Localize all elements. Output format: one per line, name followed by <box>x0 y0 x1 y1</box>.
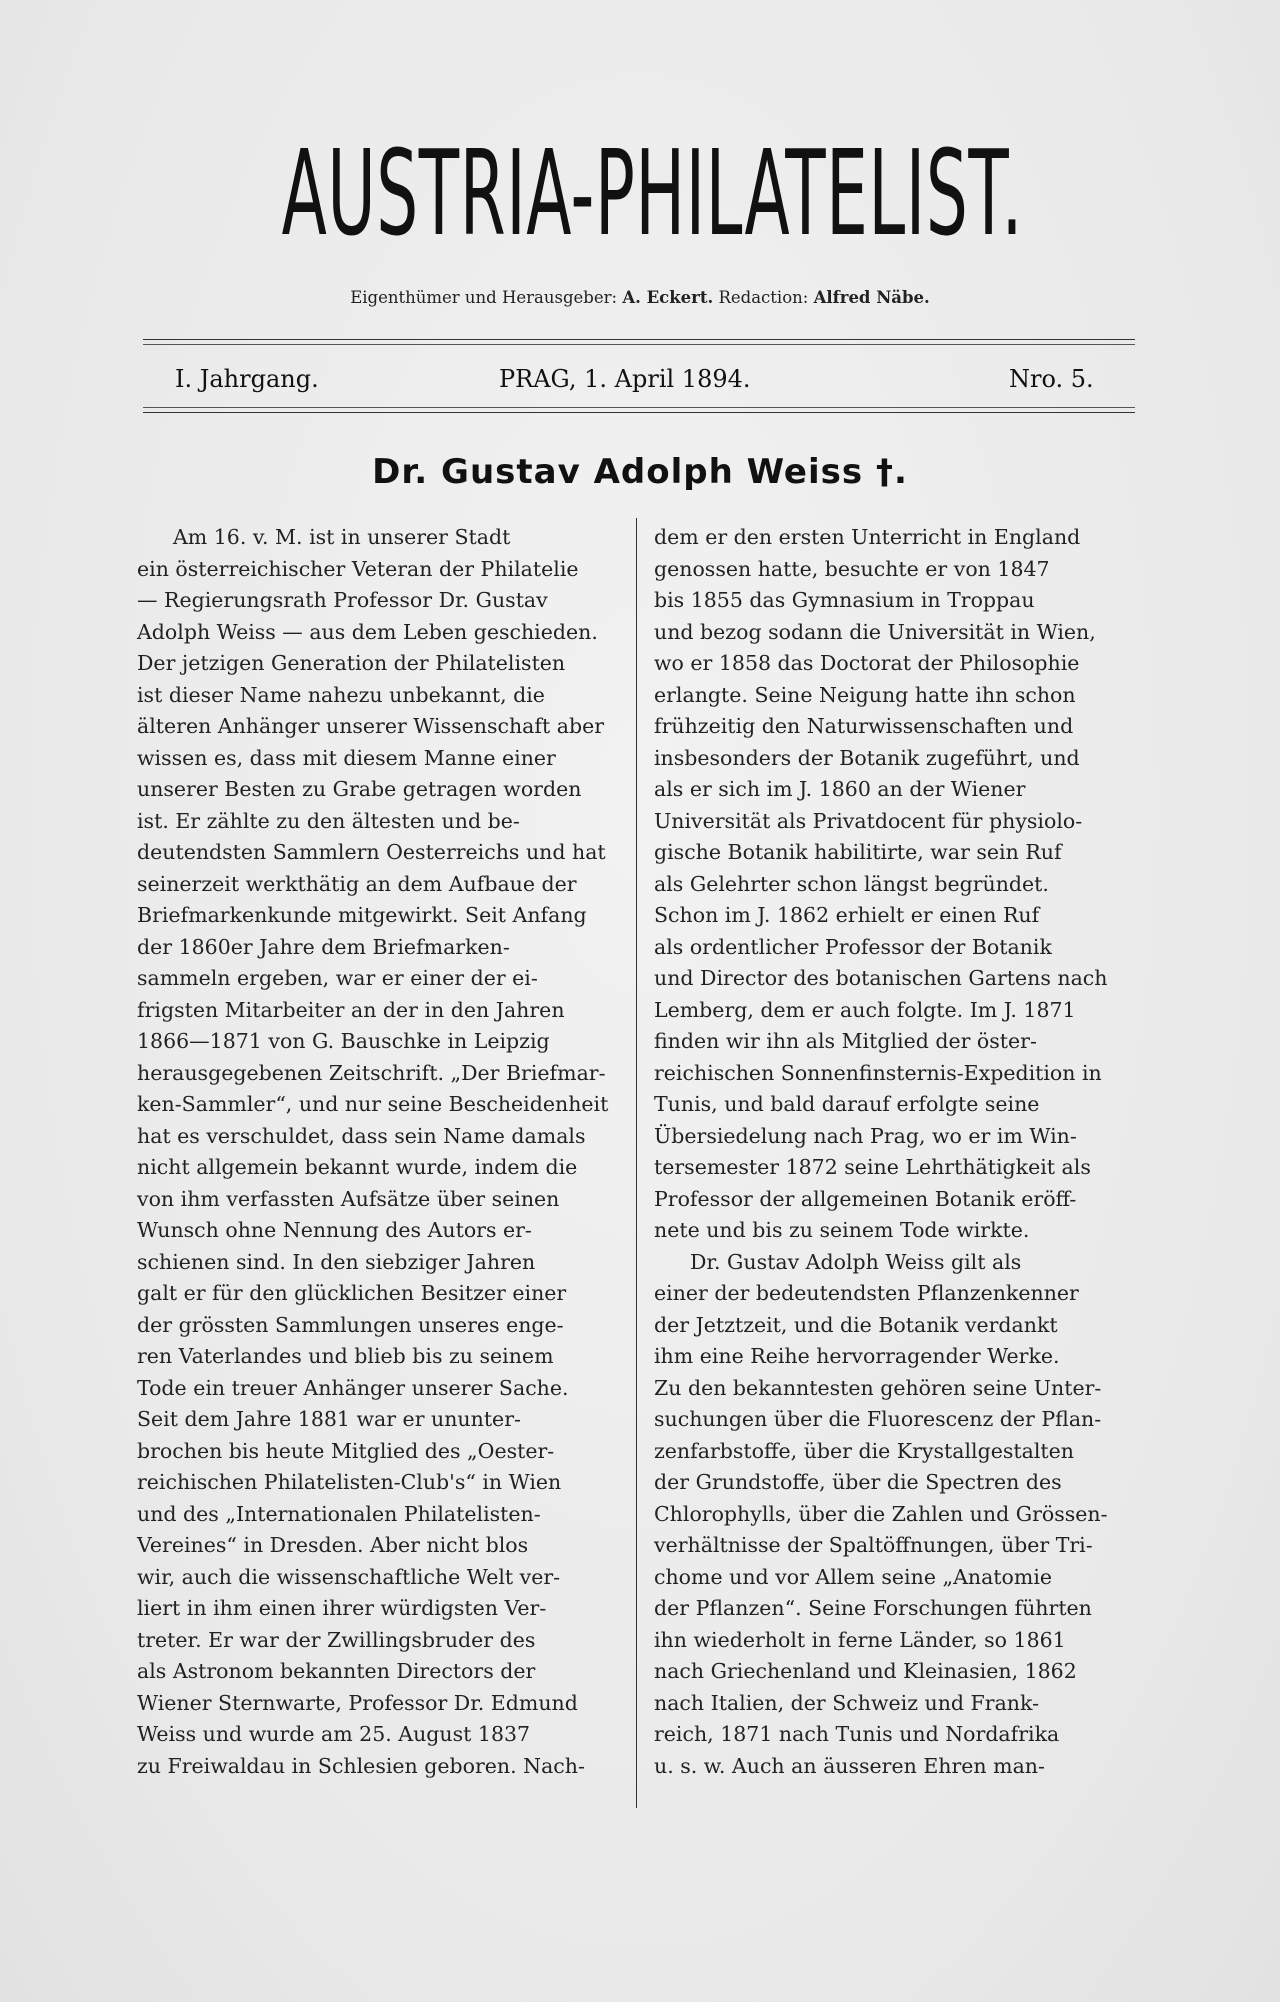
article-text-line: Dr. Gustav Adolph Weiss gilt als <box>690 1249 1022 1274</box>
editor-label: Redaction: <box>718 288 809 307</box>
publisher-credits <box>0 288 1280 307</box>
article-text-line: Tunis, und bald darauf erfolgte seine <box>654 1092 1040 1116</box>
article-text-line: galt er für den glücklichen Besitzer einer <box>137 1281 567 1305</box>
article-text-line: Adolph Weiss — aus dem Leben geschieden. <box>137 619 598 644</box>
article-text-line: Weiss und wurde am 25. August 1837 <box>137 1722 531 1746</box>
article-text-line: und Director des botanischen Gartens nach <box>654 966 1108 990</box>
article-text-line: zenfarbstoffe, über die Krystallgestalten <box>654 1438 1074 1463</box>
article-text-line: seinerzeit werkthätig an dem Aufbaue der <box>137 871 577 896</box>
article-text-line: reichischen Sonnenfinsternis-Expedition in <box>654 1060 1102 1085</box>
article-left-column <box>137 522 619 1782</box>
bottom-rule-thin <box>143 407 1135 408</box>
article-text-line: wissen es, dass mit diesem Manne einer <box>137 745 556 770</box>
article-text-line: Tode ein treuer Anhänger unserer Sache. <box>137 1375 569 1400</box>
article-text-line: Am 16. v. M. ist in unserer Stadt <box>173 525 511 549</box>
article-text-line: frigsten Mitarbeiter an der in den Jahren <box>137 997 565 1022</box>
article-text-line: 1866—1871 von G. Bauschke in Leipzig <box>137 1029 550 1053</box>
article-right-column <box>654 522 1136 1782</box>
article-text-line: reichischen Philatelisten-Club's“ in Wien <box>137 1470 562 1494</box>
issue-number: Nro. 5. <box>1009 365 1094 393</box>
article-text-line: der Pflanzen“. Seine Forschungen führten <box>654 1596 1092 1620</box>
article-text-line: Lemberg, dem er auch folgte. Im J. 1871 <box>654 997 1076 1022</box>
article-text-line: Schon im J. 1862 erhielt er einen Ruf <box>654 903 1040 927</box>
article-text-line: Der jetzigen Generation der Philatelisten <box>137 651 566 675</box>
article-text-line: dem er den ersten Unterricht in England <box>654 525 1081 549</box>
article-text-line: Vereines“ in Dresden. Aber nicht blos <box>137 1533 529 1557</box>
article-text-line: ein österreichischer Veteran der Philatelie <box>137 556 579 581</box>
top-rule-thin <box>143 344 1135 345</box>
article-text-line: brochen bis heute Mitglied des „Oester- <box>137 1438 555 1463</box>
article-text-line: nach Griechenland und Kleinasien, 1862 <box>654 1659 1077 1683</box>
article-text-line: suchungen über die Fluorescenz der Pflan- <box>654 1407 1102 1431</box>
article-text-line: herausgegebenen Zeitschrift. „Der Briefmar- <box>137 1060 606 1085</box>
article-text-line: wo er 1858 das Doctorat der Philosophie <box>654 651 1080 675</box>
article-text-line: von ihm verfassten Aufsätze über seinen <box>137 1186 560 1211</box>
article-text-line: Universität als Privatdocent für physiolo- <box>654 808 1083 833</box>
article-text-line: Übersiedelung nach Prag, wo er im Win- <box>654 1123 1077 1148</box>
article-text-line: schienen sind. In den siebziger Jahren <box>137 1249 536 1274</box>
article-text-line: treter. Er war der Zwillingsbruder des <box>137 1627 536 1652</box>
article-text-line: bis 1855 das Gymnasium in Troppau <box>654 588 1035 612</box>
article-text-line: älteren Anhänger unserer Wissenschaft aber <box>137 714 604 738</box>
article-text-line: gische Botanik habilitirte, war sein Ruf <box>654 840 1062 864</box>
article-text-line: der 1860er Jahre dem Briefmarken- <box>137 934 510 959</box>
article-text-line: reich, 1871 nach Tunis und Nordafrika <box>654 1722 1060 1746</box>
article-text-line: — Regierungsrath Professor Dr. Gustav <box>137 588 548 612</box>
article-text-line: der Jetztzeit, und die Botanik verdankt <box>654 1312 1058 1337</box>
article-text-line: sammeln ergeben, war er einer der ei- <box>137 966 538 990</box>
article-text-line: wir, auch die wissenschaftliche Welt ver- <box>137 1564 561 1589</box>
article-text-line: und bezog sodann die Universität in Wien, <box>654 619 1096 644</box>
masthead-title: AUSTRIA-PHILATELIST. <box>281 124 1024 262</box>
article-text-line: nach Italien, der Schweiz und Frank- <box>654 1690 1039 1715</box>
article-text-line: Wunsch ohne Nennung des Autors er- <box>137 1218 532 1242</box>
article-text-line: ist. Er zählte zu den ältesten und be- <box>137 808 520 833</box>
article-text-line: der Grundstoffe, über die Spectren des <box>654 1470 1062 1494</box>
article-text-line: frühzeitig den Naturwissenschaften und <box>654 714 1074 738</box>
article-text-line: zu Freiwaldau in Schlesien geboren. Nach- <box>137 1753 585 1778</box>
article-title: Dr. Gustav Adolph Weiss †. <box>372 452 908 492</box>
issue-place-date: PRAG, 1. April 1894. <box>499 365 751 393</box>
article-text-line: als Gelehrter schon längst begründet. <box>654 871 1049 896</box>
article-text-line: u. s. w. Auch an äusseren Ehren man- <box>654 1753 1045 1778</box>
article-text-line: genossen hatte, besuchte er von 1847 <box>654 556 1050 581</box>
article-text-line: hat es verschuldet, dass sein Name damals <box>137 1123 586 1148</box>
bottom-rule <box>143 412 1135 413</box>
article-text-line: ren Vaterlandes und blieb bis zu seinem <box>137 1344 554 1368</box>
article-text-line: unserer Besten zu Grabe getragen worden <box>137 777 582 801</box>
editor-name: Alfred Näbe. <box>813 288 930 307</box>
top-rule <box>143 339 1135 340</box>
article-text-line: einer der bedeutendsten Pflanzenkenner <box>654 1281 1079 1305</box>
article-text-line: erlangte. Seine Neigung hatte ihn schon <box>654 682 1076 707</box>
article-text-line: ist dieser Name nahezu unbekannt, die <box>137 682 545 707</box>
article-text-line: nete und bis zu seinem Tode wirkte. <box>654 1218 1030 1242</box>
issue-volume: I. Jahrgang. <box>175 365 319 393</box>
owner-name: A. Eckert. <box>622 288 714 307</box>
article-text-line: ihn wiederholt in ferne Länder, so 1861 <box>654 1627 1066 1652</box>
article-text-line: tersemester 1872 seine Lehrthätigkeit als <box>654 1155 1091 1179</box>
article-text-line: als ordentlicher Professor der Botanik <box>654 934 1052 959</box>
article-text-line: nicht allgemein bekannt wurde, indem die <box>137 1155 578 1179</box>
article-text-line: Wiener Sternwarte, Professor Dr. Edmund <box>137 1690 578 1715</box>
article-text-line: verhältnisse der Spaltöffnungen, über Tri- <box>654 1533 1093 1557</box>
article-text-line: Briefmarkenkunde mitgewirkt. Seit Anfang <box>137 903 587 927</box>
article-text-line: Professor der allgemeinen Botanik eröff- <box>654 1186 1077 1211</box>
article-text-line: chome und vor Allem seine „Anatomie <box>654 1564 1053 1589</box>
owner-label: Eigenthümer und Herausgeber: <box>350 288 618 307</box>
article-text-line: Zu den bekanntesten gehören seine Unter- <box>654 1375 1102 1400</box>
article-text-line: und des „Internationalen Philatelisten- <box>137 1501 541 1526</box>
article-text-line: Seit dem Jahre 1881 war er ununter- <box>137 1407 521 1431</box>
article-text-line: deutendsten Sammlern Oesterreichs und hat <box>137 840 606 864</box>
article-text-line: finden wir ihn als Mitglied der öster- <box>654 1029 1037 1053</box>
article-text-line: als Astronom bekannten Directors der <box>137 1659 536 1683</box>
article-text-line: liert in ihm einen ihrer würdigsten Ver- <box>137 1596 547 1620</box>
article-text-line: der grössten Sammlungen unseres enge- <box>137 1312 564 1337</box>
article-text-line: insbesonders der Botanik zugeführt, und <box>654 745 1080 770</box>
article-text-line: ihm eine Reihe hervorragender Werke. <box>654 1344 1060 1368</box>
column-divider <box>636 518 637 1808</box>
article-text-line: Chlorophylls, über die Zahlen und Grössen- <box>654 1501 1108 1526</box>
article-text-line: als er sich im J. 1860 an der Wiener <box>654 777 1026 801</box>
article-text-line: ken-Sammler“, und nur seine Bescheidenheit <box>137 1092 609 1116</box>
